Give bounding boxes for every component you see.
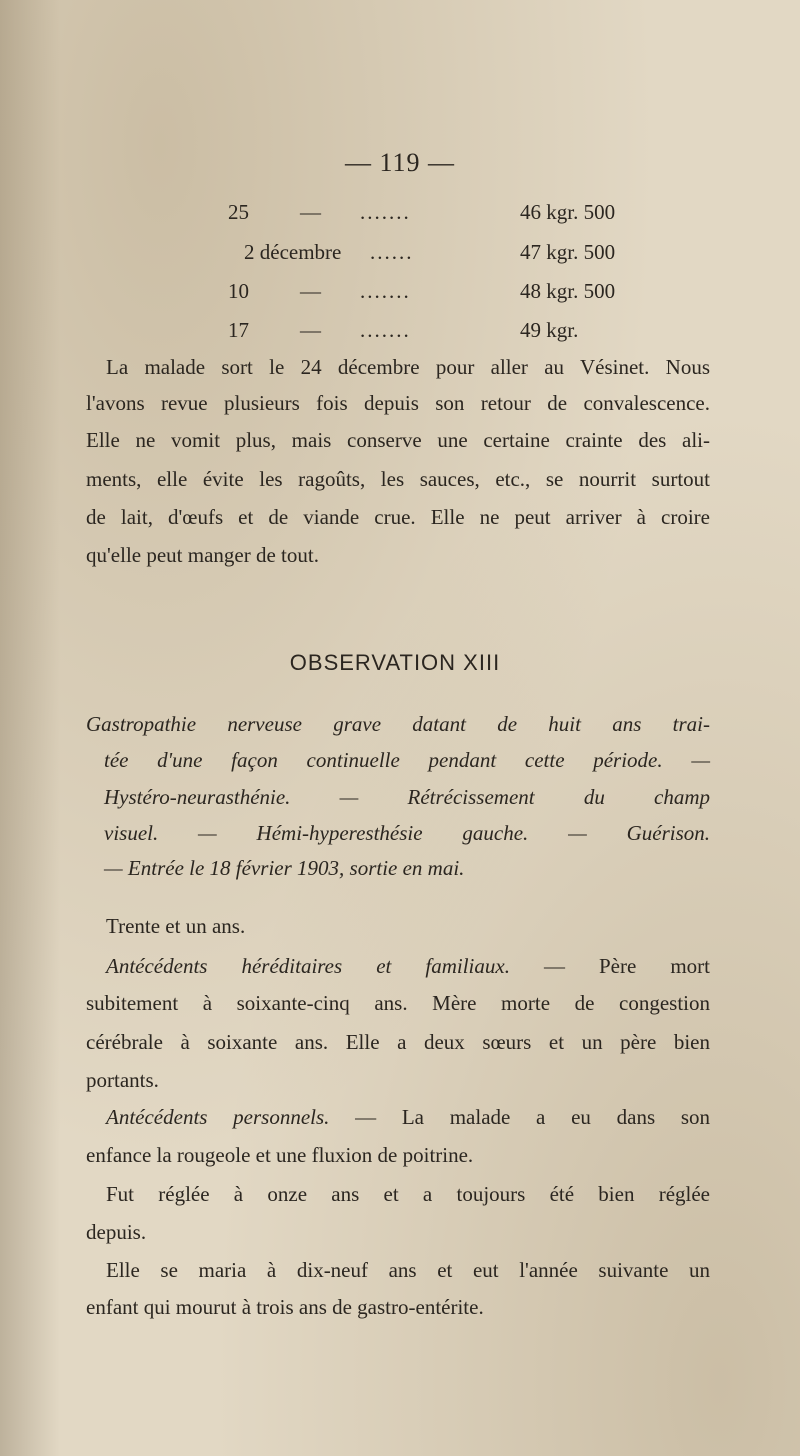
weight-row bbox=[0, 200, 800, 236]
text-line: Fut réglée à onze ans et a toujours été bien réglée bbox=[106, 1182, 710, 1206]
weight-leader: ....... bbox=[360, 279, 411, 303]
personal-label: Antécédents personnels. bbox=[106, 1105, 330, 1129]
weight-date: 25 bbox=[228, 200, 249, 224]
observation-heading: OBSERVATION XIII bbox=[289, 650, 501, 675]
summary-line: Gastropathie nerveuse grave datant de huit ans trai- bbox=[86, 712, 710, 736]
hereditary-label: Antécédents héréditaires et familiaux. bbox=[106, 954, 510, 978]
weight-leader: ...... bbox=[370, 240, 414, 264]
text-line: depuis. bbox=[86, 1220, 147, 1244]
weight-value: 48 kgr. 500 bbox=[520, 279, 616, 303]
personal-heading-line bbox=[106, 1105, 710, 1130]
personal-text: — La malade a eu dans son bbox=[329, 1105, 710, 1129]
text-line: ments, elle évite les ragoûts, les sauces, etc., se nourrit surtout bbox=[86, 467, 710, 491]
text-line: enfance la rougeole et une fluxion de poitrine. bbox=[86, 1143, 474, 1167]
weight-date: 2 décembre bbox=[244, 240, 342, 264]
weight-row bbox=[0, 240, 800, 276]
text-line: l'avons revue plusieurs fois depuis son retour de convalescence. bbox=[86, 391, 710, 415]
weight-value: 46 kgr. 500 bbox=[520, 200, 616, 224]
page-number: — 119 — bbox=[344, 148, 456, 177]
weight-value: 47 kgr. 500 bbox=[520, 240, 616, 264]
text-line: de lait, d'œufs et de viande crue. Elle ne peut arriver à croire bbox=[86, 505, 710, 529]
text-line: cérébrale à soixante ans. Elle a deux sœurs et un père bien bbox=[86, 1030, 710, 1054]
text-line: Elle ne vomit plus, mais conserve une certaine crainte des ali- bbox=[86, 428, 710, 452]
weight-dash: — bbox=[300, 318, 321, 342]
hereditary-text: — Père mort bbox=[509, 954, 710, 978]
summary-line: tée d'une façon continuelle pendant cette période. — bbox=[104, 748, 710, 772]
weight-row bbox=[0, 279, 800, 315]
weight-date: 17 bbox=[228, 318, 249, 342]
weight-dash: — bbox=[300, 279, 321, 303]
text-line: portants. bbox=[86, 1068, 159, 1092]
weight-date: 10 bbox=[228, 279, 249, 303]
hereditary-heading-line bbox=[106, 954, 710, 979]
summary-line: — Entrée le 18 février 1903, sortie en mai. bbox=[104, 856, 465, 880]
text-line: subitement à soixante-cinq ans. Mère morte de congestion bbox=[86, 991, 710, 1015]
weight-value: 49 kgr. bbox=[520, 318, 579, 342]
text-line: Elle se maria à dix-neuf ans et eut l'année suivante un bbox=[106, 1258, 710, 1282]
text-line: enfant qui mourut à trois ans de gastro-entérite. bbox=[86, 1295, 484, 1319]
weight-dash: — bbox=[300, 200, 321, 224]
weight-leader: ....... bbox=[360, 318, 411, 342]
summary-line: visuel. — Hémi-hyperesthésie gauche. — Guérison. bbox=[104, 821, 710, 845]
age-line: Trente et un ans. bbox=[106, 914, 246, 938]
weight-row bbox=[0, 318, 800, 354]
summary-line: Hystéro-neurasthénie. — Rétrécissement du champ bbox=[104, 785, 710, 809]
text-line: qu'elle peut manger de tout. bbox=[86, 543, 319, 567]
text-line: La malade sort le 24 décembre pour aller au Vésinet. Nous bbox=[106, 355, 710, 379]
weight-leader: ....... bbox=[360, 200, 411, 224]
